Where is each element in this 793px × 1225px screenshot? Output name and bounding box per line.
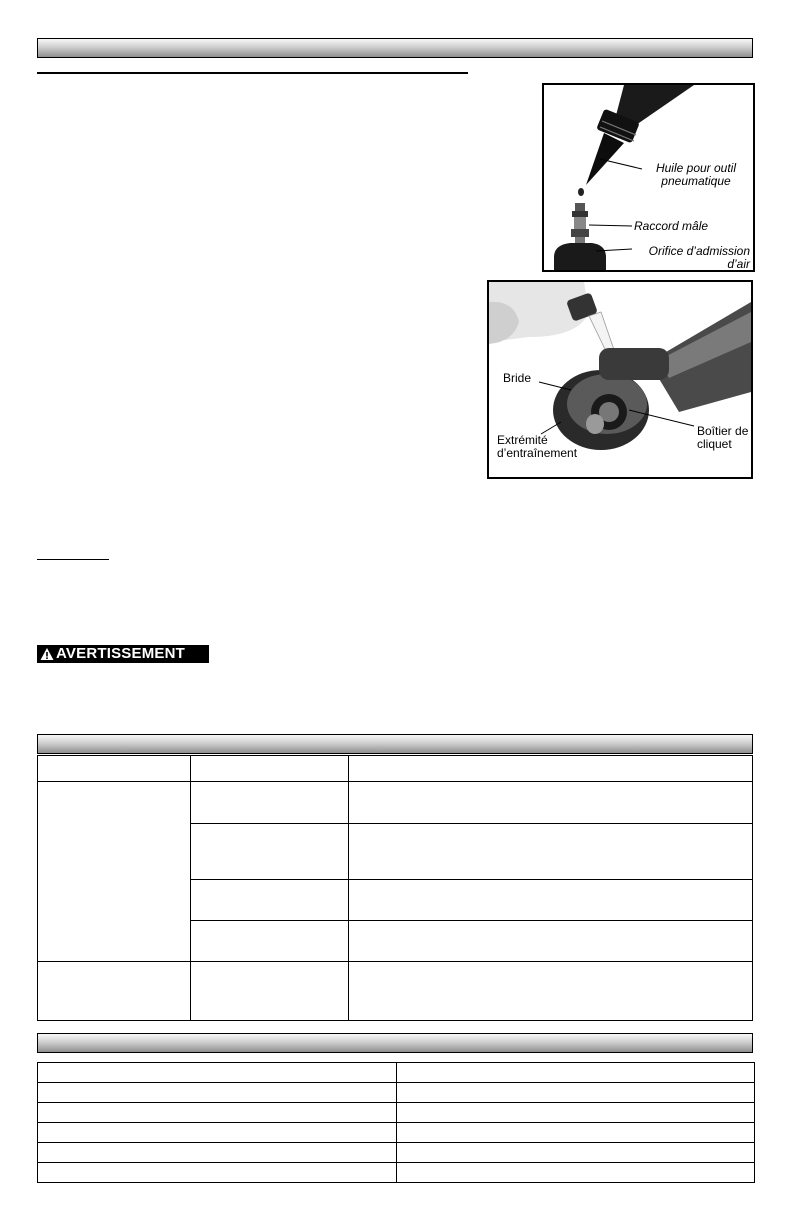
table-cell [397,1143,755,1163]
table-cell [190,824,348,880]
table-cell [397,1163,755,1183]
table-cell [397,1103,755,1123]
table-cell [190,962,348,1021]
table-cell [38,782,191,962]
callout-male-plug: Raccord mâle [634,219,709,233]
table-row [38,782,753,824]
underline-rule [37,559,109,560]
table-cell [38,962,191,1021]
section-header-bar-bottom [37,1033,753,1053]
table-cell [38,1143,397,1163]
callout-ratchet-housing: Boîtier de cliquet [697,424,749,451]
table-cell [397,1083,755,1103]
table-row [38,1103,755,1123]
table-cell [190,782,348,824]
table-cell [38,1063,397,1083]
table-row [38,962,753,1021]
table-cell [38,1123,397,1143]
warning-text: AVERTISSEMENT [56,645,186,662]
table-header-row [38,756,753,782]
table-cell [397,1123,755,1143]
table-cell [38,756,191,782]
table-row [38,1163,755,1183]
subsection-rule [37,72,468,74]
figure-ratchet-head [487,280,753,479]
section-header-bar-troubleshooting [37,734,753,754]
table-cell [38,1083,397,1103]
table-cell [190,756,348,782]
table-cell [348,962,752,1021]
table-cell [348,824,752,880]
callout-air-inlet: Orifice d’admission d’air [648,244,750,271]
section-header-bar-top [37,38,753,58]
callout-oil: Huile pour outil pneumatique [655,161,737,188]
troubleshooting-table [37,755,753,1021]
table-cell [348,880,752,921]
table-cell [38,1103,397,1123]
table-cell [397,1063,755,1083]
warning-triangle-icon [40,647,54,661]
table-cell [348,921,752,962]
callout-flange: Bride [503,371,532,385]
table-row [38,1063,755,1083]
table-row [38,1123,755,1143]
specifications-table [37,1062,755,1183]
table-cell [348,756,752,782]
warning-label [37,645,209,663]
table-cell [348,782,752,824]
table-cell [38,1163,397,1183]
table-cell [190,921,348,962]
table-row [38,1083,755,1103]
callout-drive-end: Extrémité d’entraînement [497,433,578,460]
figure-oil-inlet [542,83,755,272]
table-cell [190,880,348,921]
table-row [38,1143,755,1163]
